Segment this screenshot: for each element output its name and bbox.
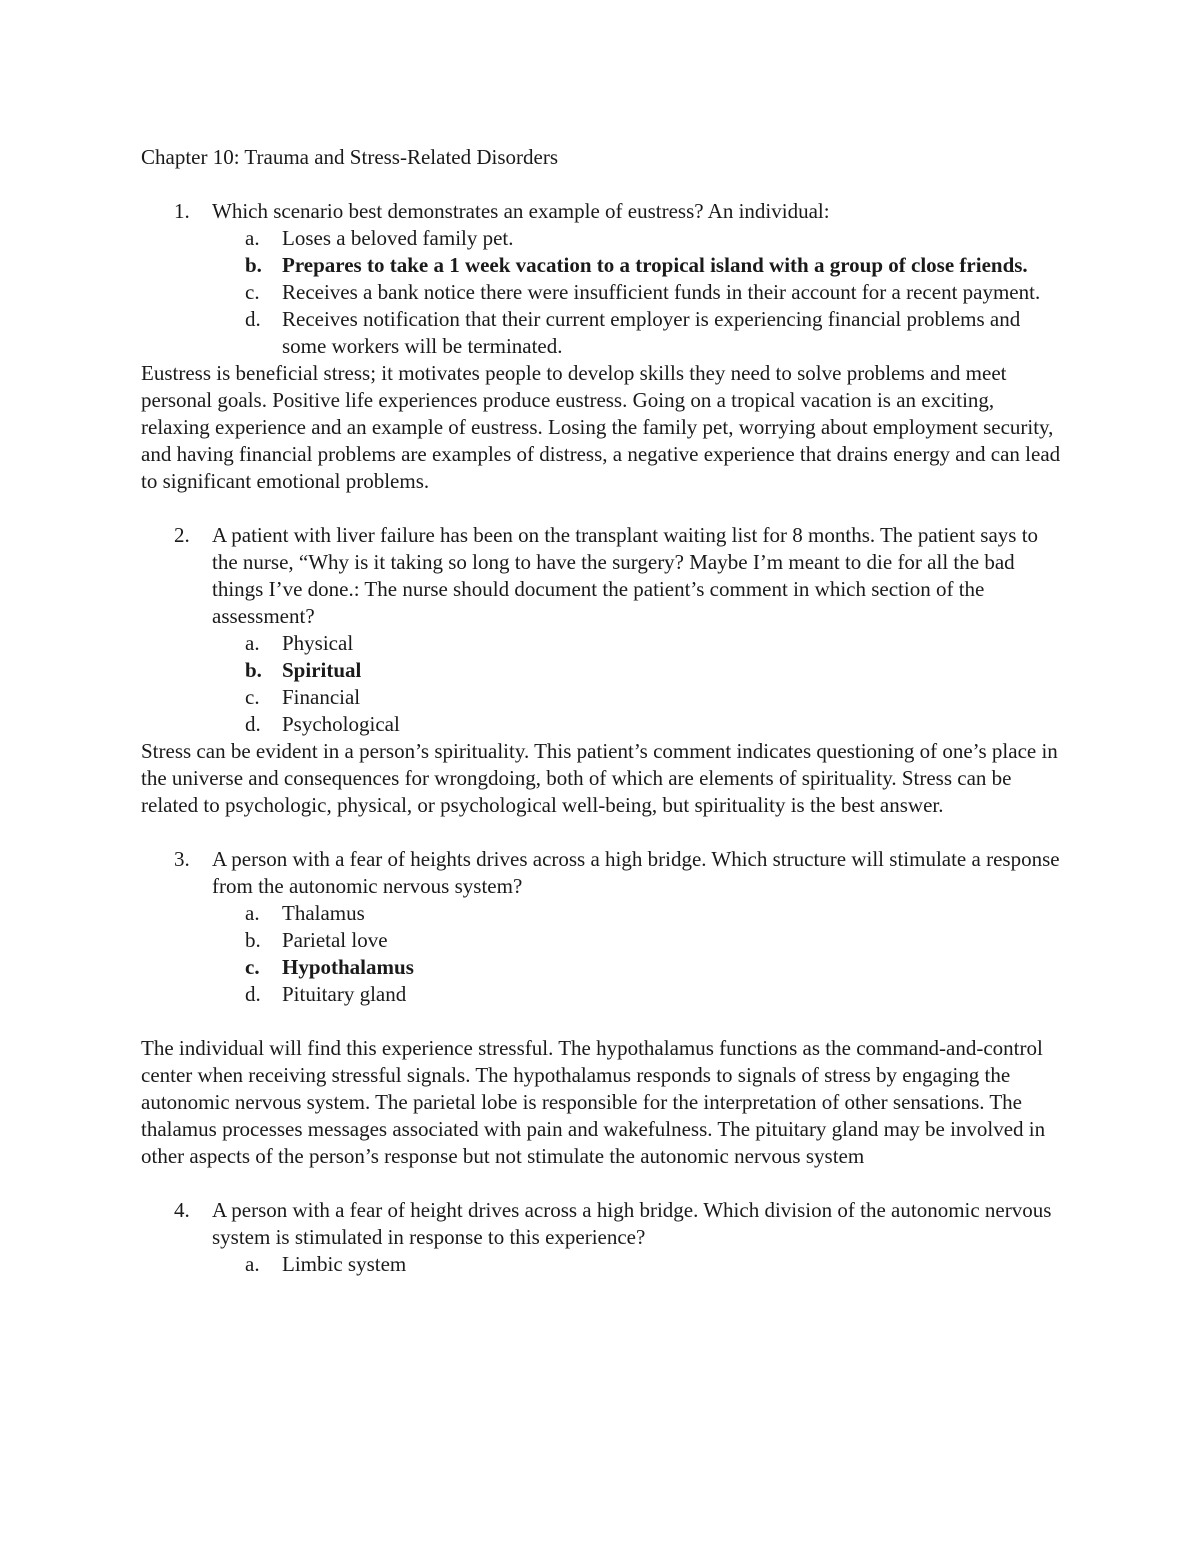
option-letter: c. — [245, 685, 260, 709]
answer-options — [212, 225, 1061, 360]
option-letter: a. — [245, 1252, 260, 1276]
question-text: A person with a fear of heights drives across a high bridge. Which structure will stimulate a response from the autonomic nervous system? — [212, 847, 1060, 898]
document-body — [141, 144, 1061, 1278]
option-text: Physical — [282, 631, 354, 655]
option-text: Loses a beloved family pet. — [282, 226, 514, 250]
question-number: 2. — [174, 523, 190, 547]
option-text: Financial — [282, 685, 361, 709]
option-text: Psychological — [282, 712, 400, 736]
question-text: A patient with liver failure has been on the transplant waiting list for 8 months. The patient says to the nurse, “Why is it taking so long to have the surgery? Maybe I’m meant to die for all the bad things I’ve done.: The nurse should document the patient’s comment in which section of the assessment? — [212, 523, 1039, 628]
option-text: Parietal love — [282, 928, 388, 952]
option-c — [212, 279, 1061, 306]
answer-options — [212, 900, 1061, 1008]
option-a — [212, 225, 1061, 252]
question-number: 3. — [174, 847, 190, 871]
spacer — [141, 1170, 1061, 1197]
option-letter: b. — [245, 928, 261, 952]
spacer — [141, 1008, 1061, 1035]
answer-options — [212, 1251, 1061, 1278]
option-letter: b. — [245, 253, 262, 277]
option-a — [212, 1251, 1061, 1278]
option-letter: b. — [245, 658, 262, 682]
spacer — [141, 495, 1061, 522]
option-b-correct — [212, 657, 1061, 684]
explanation-2: Stress can be evident in a person’s spirituality. This patient’s comment indicates questioning of one’s place in the universe and consequences for wrongdoing, both of which are elements of spirituality. Stress can be related to psychologic, physical, or psychological well-being, but spirituality is the best answer. — [141, 739, 1058, 817]
option-text: Limbic system — [282, 1252, 407, 1276]
option-letter: c. — [245, 280, 260, 304]
question-2 — [141, 522, 1061, 738]
question-text: Which scenario best demonstrates an example of eustress? An individual: — [212, 199, 830, 223]
option-text: Thalamus — [282, 901, 365, 925]
option-text: Pituitary gland — [282, 982, 407, 1006]
question-number: 1. — [174, 199, 190, 223]
chapter-title: Chapter 10: Trauma and Stress-Related Disorders — [141, 145, 559, 169]
option-letter: a. — [245, 226, 260, 250]
option-b-correct — [212, 252, 1061, 279]
option-c-correct — [212, 954, 1061, 981]
option-letter: d. — [245, 982, 261, 1006]
option-letter: d. — [245, 712, 261, 736]
option-b — [212, 927, 1061, 954]
option-text: Spiritual — [282, 658, 362, 682]
option-text: Receives a bank notice there were insufficient funds in their account for a recent payment. — [282, 280, 1041, 304]
answer-options — [212, 630, 1061, 738]
option-letter: d. — [245, 307, 261, 331]
option-d — [212, 306, 1061, 360]
question-1 — [141, 198, 1061, 360]
option-letter: c. — [245, 955, 260, 979]
spacer — [141, 819, 1061, 846]
question-3 — [141, 846, 1061, 1008]
option-c — [212, 684, 1061, 711]
option-a — [212, 630, 1061, 657]
question-4 — [141, 1197, 1061, 1278]
question-number: 4. — [174, 1198, 190, 1222]
explanation-1: Eustress is beneficial stress; it motivates people to develop skills they need to solve problems and meet personal goals. Positive life experiences produce eustress. Going on a tropical vacation is an exciting, relaxing experience and an example of eustress. Losing the family pet, worrying about employment security, and having financial problems are examples of distress, a negative experience that drains energy and can lead to significant emotional problems. — [141, 361, 1061, 493]
question-text: A person with a fear of height drives across a high bridge. Which division of the autonomic nervous system is stimulated in response to this experience? — [212, 1198, 1052, 1249]
option-d — [212, 981, 1061, 1008]
option-text: Prepares to take a 1 week vacation to a tropical island with a group of close friends. — [282, 253, 1028, 277]
explanation-3: The individual will find this experience stressful. The hypothalamus functions as the command-and-control center when receiving stressful signals. The hypothalamus responds to signals of stress by engaging the autonomic nervous system. The parietal lobe is responsible for the interpretation of other sensations. The thalamus processes messages associated with pain and wakefulness. The pituitary gland may be involved in other aspects of the person’s response but not stimulate the autonomic nervous system — [141, 1036, 1046, 1168]
option-text: Receives notification that their current employer is experiencing financial problems and some workers will be terminated. — [282, 307, 1021, 358]
option-d — [212, 711, 1061, 738]
option-letter: a. — [245, 901, 260, 925]
option-a — [212, 900, 1061, 927]
option-text: Hypothalamus — [282, 955, 414, 979]
option-letter: a. — [245, 631, 260, 655]
